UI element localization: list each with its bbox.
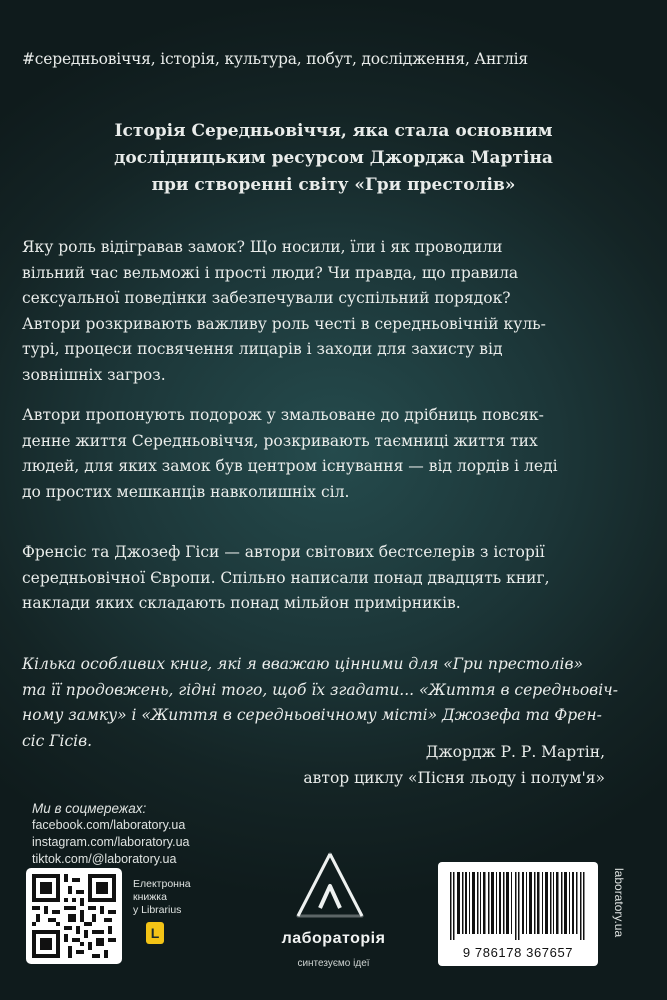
tiktok-link[interactable]: tiktok.com/@laboratory.ua	[32, 852, 177, 866]
ebook-info	[133, 878, 191, 917]
isbn-number: 9 786178 367657	[462, 945, 574, 960]
headline-line: при створенні світу «Гри престолів»	[151, 175, 516, 195]
qr-code[interactable]	[26, 868, 122, 964]
text-line: Автори розкривають важливу роль честі в середньовічній куль-	[22, 314, 546, 333]
text-line: денне життя Середньовіччя, розкривають таємниці життя тих	[22, 431, 538, 450]
quote-line: сіс Гісів.	[22, 731, 93, 750]
ebook-line: Електронна	[133, 878, 191, 890]
endorsement-quote	[22, 652, 632, 754]
headline-line: дослідницьким ресурсом Джорджа Мартіна	[114, 148, 553, 168]
publisher-name: лабораторія	[281, 930, 386, 947]
description-paragraph-1	[22, 235, 622, 388]
attribution-author: Джордж Р. Р. Мартін,	[425, 743, 605, 761]
headline	[60, 118, 607, 199]
text-line: Автори пропонують подорож у змальоване до дрібниць повсяк-	[22, 406, 544, 424]
text-line: сексуальної поведінки забезпечували суспільний порядок?	[22, 289, 511, 307]
quote-line: Кілька особливих книг, які я вважаю цінними для «Гри престолів»	[22, 655, 583, 673]
quote-line: ному замку» і «Життя в середньовічному місті» Джозефа та Френ-	[22, 706, 602, 724]
text-line: турі, процеси посвячення лицарів і заходи для захисту від	[22, 340, 503, 358]
instagram-link[interactable]: instagram.com/laboratory.ua	[32, 835, 190, 849]
text-line: Френсіс та Джозеф Гіси — автори світових бестселерів з історії	[22, 543, 545, 561]
social-links	[32, 800, 189, 868]
publisher-logo-icon	[270, 850, 390, 930]
ebook-line: книжка	[133, 891, 167, 903]
text-line: до простих мешканців навколишніх сіл.	[22, 482, 350, 501]
text-line: зовнішніх загроз.	[22, 365, 166, 384]
quote-attribution	[303, 740, 605, 791]
hashtags: #середньовіччя, історія, культура, побут, дослідження, Англія	[22, 50, 528, 68]
description-paragraph-2	[22, 403, 622, 505]
social-heading: Ми в соцмережах:	[32, 801, 147, 816]
text-line: середньовічної Європи. Спільно написали понад двадцять книг,	[22, 568, 550, 587]
quote-line: та її продовжень, гідні того, щоб їх згадати... «Життя в середньовіч-	[22, 680, 619, 699]
ebook-line: у Librarius	[133, 904, 182, 916]
librarius-badge-icon: L	[146, 922, 164, 944]
facebook-link[interactable]: facebook.com/laboratory.ua	[32, 818, 186, 832]
publisher-tagline: синтезуємо ідеї	[297, 958, 370, 969]
barcode-bars	[450, 872, 586, 940]
text-line: наклади яких складають понад мільйон примірників.	[22, 594, 461, 612]
headline-line: Історія Середньовіччя, яка стала основним	[114, 121, 553, 141]
attribution-role: автор циклу «Пісня льоду і полум'я»	[303, 768, 605, 787]
text-line: Яку роль відігравав замок? Що носили, їли і як проводили	[22, 238, 503, 256]
text-line: людей, для яких замок був центром існування — від лордів і леді	[22, 457, 558, 475]
authors-paragraph	[22, 540, 622, 617]
text-line: вільний час вельможі і прості люди? Чи правда, що правила	[22, 263, 519, 282]
isbn-barcode	[438, 862, 598, 966]
publisher-website[interactable]: laboratory.ua	[612, 868, 626, 938]
